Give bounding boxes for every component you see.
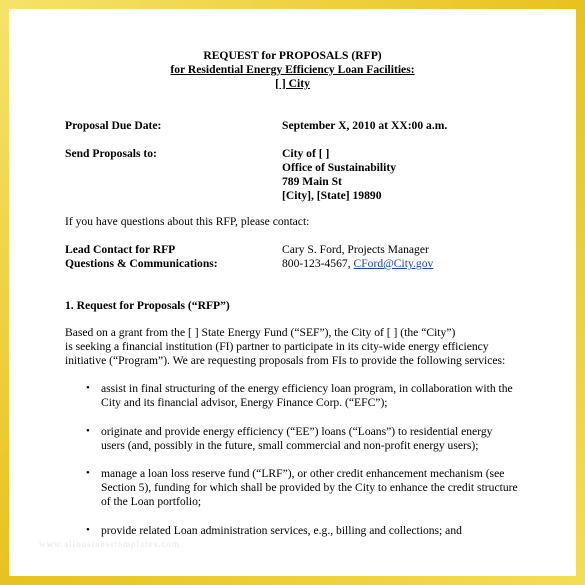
document-page [9,9,576,576]
contact-label-2: Questions & Communications: [65,257,218,270]
contact-phone-email [282,257,433,271]
send-line: Office of Sustainability [282,161,397,174]
bullet-icon: • [86,467,90,479]
send-line: [City], [State] 19890 [282,189,382,202]
doc-city-line: [ ] City [275,77,310,90]
contact-email-link[interactable]: CFord@City.gov [353,257,434,270]
bullet-text: of the Loan portfolio; [101,495,202,508]
bullet-text: manage a loan loss reserve fund (“LRF”), or other credit enhancement mechanism (see [101,467,505,480]
bullet-icon: • [86,425,90,437]
bullet-icon: • [86,382,90,394]
contact-name: Cary S. Ford, Projects Manager [282,243,429,256]
due-date-value: September X, 2010 at XX:00 a.m. [282,119,448,132]
section-heading: 1. Request for Proposals (“RFP”) [65,299,230,312]
bullet-icon: • [86,524,90,536]
paragraph-line: initiative (“Program”). We are requesting proposals from FIs to provide the following services: [65,354,506,367]
bullet-text: originate and provide energy efficiency (“EE”) loans (“Loans”) to residential energy [101,425,493,438]
bullet-text: assist in final structuring of the energy efficiency loan program, in collaboration with the [101,382,513,395]
bullet-text: users (and, possibly in the future, small commercial and non-profit energy users); [101,439,479,452]
contact-phone: 800-123-4567, [282,257,354,270]
doc-subtitle: for Residential Energy Efficiency Loan Facilities: [170,63,415,76]
due-date-label: Proposal Due Date: [65,119,162,132]
bullet-text: City and its financial advisor, Energy Finance Corp. (“EFC”); [101,396,388,409]
questions-intro: If you have questions about this RFP, please contact: [65,215,310,228]
contact-label-1: Lead Contact for RFP [65,243,176,256]
send-label: Send Proposals to: [65,147,157,160]
watermark: www.allbusinesstemplates.com [39,539,180,549]
doc-title: REQUEST for PROPOSALS (RFP) [203,49,382,62]
send-line: City of [ ] [282,147,330,160]
paragraph-line: Based on a grant from the [ ] State Energy Fund (“SEF”), the City of [ ] (the “City”) [65,326,456,339]
paragraph-line: is seeking a financial institution (FI) partner to participate in its city-wide energy efficiency [65,340,489,353]
send-line: 789 Main St [282,175,342,188]
bullet-text: Section 5), funding for which shall be provided by the City to enhance the credit structure [101,481,518,494]
bullet-text: provide related Loan administration services, e.g., billing and collections; and [101,524,462,537]
